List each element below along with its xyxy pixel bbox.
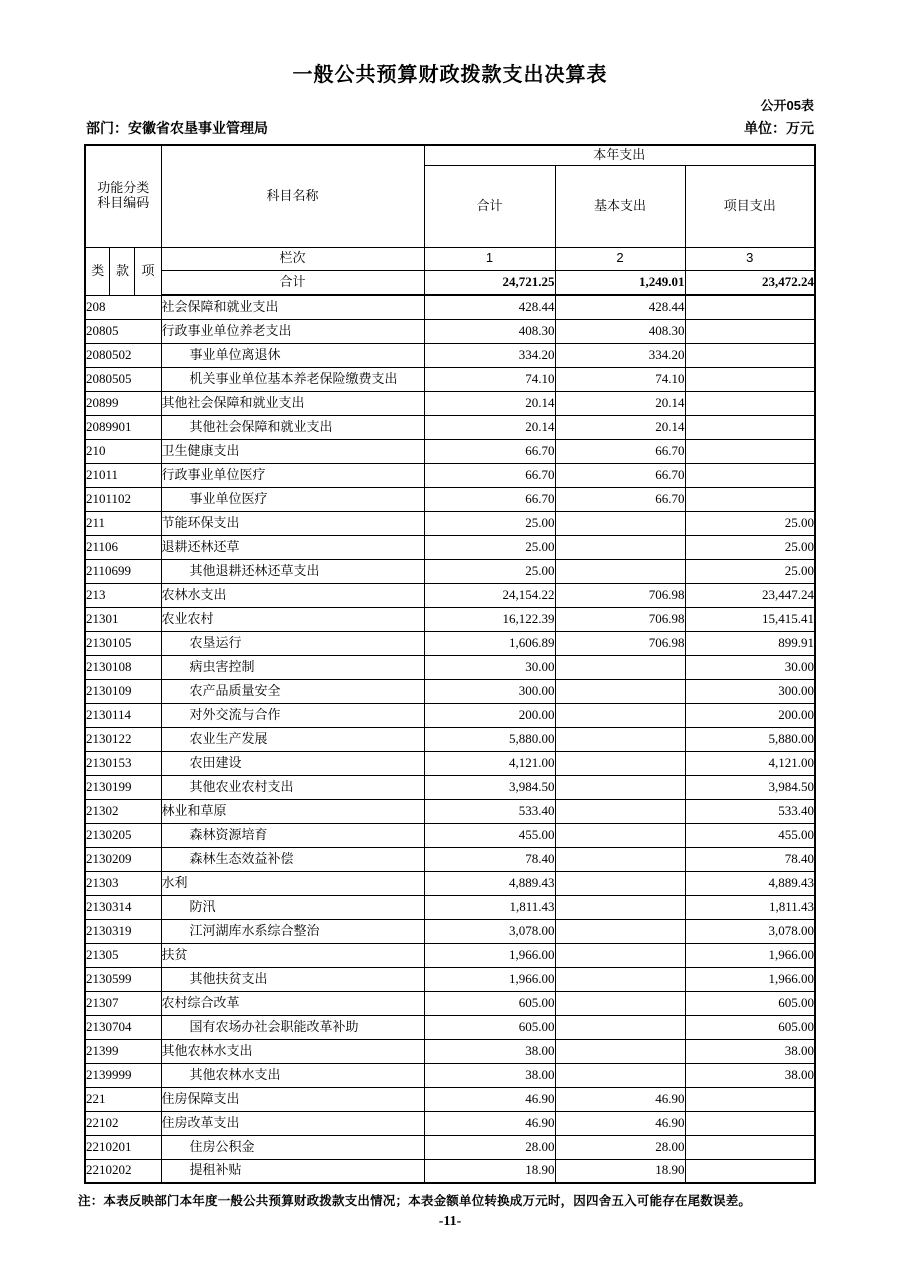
project-value-cell bbox=[685, 439, 815, 463]
subject-cell: 林业和草原 bbox=[161, 799, 424, 823]
grand-total-value-2: 1,249.01 bbox=[555, 270, 685, 295]
project-value-cell: 300.00 bbox=[685, 679, 815, 703]
project-value-cell: 38.00 bbox=[685, 1039, 815, 1063]
code-cell: 20805 bbox=[85, 319, 161, 343]
subject-cell: 农业生产发展 bbox=[161, 727, 424, 751]
total-value-cell: 334.20 bbox=[424, 343, 555, 367]
code-cell: 2080502 bbox=[85, 343, 161, 367]
total-value-cell: 300.00 bbox=[424, 679, 555, 703]
col-project-header: 项目支出 bbox=[685, 165, 815, 247]
subject-cell: 提租补贴 bbox=[161, 1159, 424, 1183]
total-value-cell: 30.00 bbox=[424, 655, 555, 679]
table-row bbox=[85, 775, 815, 799]
col-total-header: 合计 bbox=[424, 165, 555, 247]
subject-cell: 机关事业单位基本养老保险缴费支出 bbox=[161, 367, 424, 391]
code-sub-xiang: 项 bbox=[135, 247, 161, 295]
basic-value-cell bbox=[555, 847, 685, 871]
total-value-cell: 428.44 bbox=[424, 295, 555, 319]
basic-value-cell: 408.30 bbox=[555, 319, 685, 343]
table-row bbox=[85, 511, 815, 535]
table-row bbox=[85, 1135, 815, 1159]
basic-value-cell: 74.10 bbox=[555, 367, 685, 391]
total-value-cell: 24,154.22 bbox=[424, 583, 555, 607]
subject-cell: 卫生健康支出 bbox=[161, 439, 424, 463]
grand-total-value-3: 23,472.24 bbox=[685, 270, 815, 295]
table-row bbox=[85, 943, 815, 967]
total-value-cell: 18.90 bbox=[424, 1159, 555, 1183]
table-row bbox=[85, 487, 815, 511]
basic-value-cell bbox=[555, 1039, 685, 1063]
basic-value-cell bbox=[555, 727, 685, 751]
total-value-cell: 28.00 bbox=[424, 1135, 555, 1159]
subject-cell: 农业农村 bbox=[161, 607, 424, 631]
code-sub-lei: 类 bbox=[85, 247, 110, 295]
project-value-cell: 25.00 bbox=[685, 511, 815, 535]
total-value-cell: 4,121.00 bbox=[424, 751, 555, 775]
subject-cell: 农村综合改革 bbox=[161, 991, 424, 1015]
subject-cell: 对外交流与合作 bbox=[161, 703, 424, 727]
subject-cell: 农林水支出 bbox=[161, 583, 424, 607]
subject-cell: 行政事业单位医疗 bbox=[161, 463, 424, 487]
basic-value-cell: 46.90 bbox=[555, 1111, 685, 1135]
table-row bbox=[85, 583, 815, 607]
code-header-line1: 功能分类 bbox=[97, 180, 150, 196]
table-row bbox=[85, 799, 815, 823]
subject-cell: 农田建设 bbox=[161, 751, 424, 775]
total-value-cell: 66.70 bbox=[424, 439, 555, 463]
table-row bbox=[85, 343, 815, 367]
table-row bbox=[85, 1015, 815, 1039]
code-cell: 2130314 bbox=[85, 895, 161, 919]
total-value-cell: 25.00 bbox=[424, 511, 555, 535]
project-value-cell: 605.00 bbox=[685, 991, 815, 1015]
project-value-cell: 30.00 bbox=[685, 655, 815, 679]
subject-cell: 其他农林水支出 bbox=[161, 1039, 424, 1063]
header-row-3 bbox=[85, 247, 815, 270]
table-row bbox=[85, 367, 815, 391]
project-value-cell: 1,966.00 bbox=[685, 967, 815, 991]
total-value-cell: 25.00 bbox=[424, 559, 555, 583]
code-cell: 21011 bbox=[85, 463, 161, 487]
total-value-cell: 46.90 bbox=[424, 1087, 555, 1111]
project-value-cell: 15,415.41 bbox=[685, 607, 815, 631]
basic-value-cell: 706.98 bbox=[555, 631, 685, 655]
basic-value-cell: 28.00 bbox=[555, 1135, 685, 1159]
table-row bbox=[85, 319, 815, 343]
grand-total-value-1: 24,721.25 bbox=[424, 270, 555, 295]
basic-value-cell bbox=[555, 535, 685, 559]
total-value-cell: 605.00 bbox=[424, 991, 555, 1015]
project-value-cell bbox=[685, 1111, 815, 1135]
project-value-cell: 23,447.24 bbox=[685, 583, 815, 607]
total-value-cell: 78.40 bbox=[424, 847, 555, 871]
code-cell: 21399 bbox=[85, 1039, 161, 1063]
project-value-cell bbox=[685, 463, 815, 487]
code-cell: 2130114 bbox=[85, 703, 161, 727]
subject-cell: 扶贫 bbox=[161, 943, 424, 967]
table-row bbox=[85, 1159, 815, 1183]
subject-cell: 农产品质量安全 bbox=[161, 679, 424, 703]
project-value-cell bbox=[685, 343, 815, 367]
code-cell: 21301 bbox=[85, 607, 161, 631]
total-value-cell: 200.00 bbox=[424, 703, 555, 727]
code-cell: 2210201 bbox=[85, 1135, 161, 1159]
subject-cell: 森林资源培育 bbox=[161, 823, 424, 847]
header-row-grand-total bbox=[85, 270, 815, 295]
project-value-cell bbox=[685, 367, 815, 391]
total-value-cell: 408.30 bbox=[424, 319, 555, 343]
total-value-cell: 605.00 bbox=[424, 1015, 555, 1039]
total-value-cell: 38.00 bbox=[424, 1039, 555, 1063]
subject-cell: 防汛 bbox=[161, 895, 424, 919]
subject-cell: 住房改革支出 bbox=[161, 1111, 424, 1135]
project-value-cell: 1,811.43 bbox=[685, 895, 815, 919]
basic-value-cell bbox=[555, 679, 685, 703]
code-cell: 221 bbox=[85, 1087, 161, 1111]
basic-value-cell: 334.20 bbox=[555, 343, 685, 367]
col-basic-header: 基本支出 bbox=[555, 165, 685, 247]
basic-value-cell bbox=[555, 559, 685, 583]
project-value-cell: 1,966.00 bbox=[685, 943, 815, 967]
subject-cell: 其他社会保障和就业支出 bbox=[161, 415, 424, 439]
table-header bbox=[85, 145, 815, 295]
project-value-cell: 899.91 bbox=[685, 631, 815, 655]
subject-header-cell: 科目名称 bbox=[161, 145, 424, 247]
table-row bbox=[85, 823, 815, 847]
unit-label: 单位：万元 bbox=[744, 120, 814, 136]
table-row bbox=[85, 559, 815, 583]
header-row-1 bbox=[85, 145, 815, 165]
project-value-cell: 605.00 bbox=[685, 1015, 815, 1039]
project-value-cell: 5,880.00 bbox=[685, 727, 815, 751]
table-row bbox=[85, 535, 815, 559]
project-value-cell: 4,889.43 bbox=[685, 871, 815, 895]
project-value-cell: 3,984.50 bbox=[685, 775, 815, 799]
total-value-cell: 455.00 bbox=[424, 823, 555, 847]
project-value-cell: 200.00 bbox=[685, 703, 815, 727]
basic-value-cell bbox=[555, 751, 685, 775]
project-value-cell bbox=[685, 391, 815, 415]
code-cell: 2110699 bbox=[85, 559, 161, 583]
code-cell: 208 bbox=[85, 295, 161, 319]
subject-cell: 社会保障和就业支出 bbox=[161, 295, 424, 319]
basic-value-cell: 46.90 bbox=[555, 1087, 685, 1111]
project-value-cell: 4,121.00 bbox=[685, 751, 815, 775]
table-row bbox=[85, 895, 815, 919]
code-cell: 2101102 bbox=[85, 487, 161, 511]
total-value-cell: 4,889.43 bbox=[424, 871, 555, 895]
total-value-cell: 74.10 bbox=[424, 367, 555, 391]
project-value-cell bbox=[685, 1087, 815, 1111]
basic-value-cell bbox=[555, 799, 685, 823]
subject-cell: 事业单位医疗 bbox=[161, 487, 424, 511]
table-row bbox=[85, 439, 815, 463]
project-value-cell: 25.00 bbox=[685, 535, 815, 559]
project-value-cell: 3,078.00 bbox=[685, 919, 815, 943]
basic-value-cell bbox=[555, 703, 685, 727]
table-row bbox=[85, 607, 815, 631]
code-cell: 2139999 bbox=[85, 1063, 161, 1087]
subject-cell: 江河湖库水系综合整治 bbox=[161, 919, 424, 943]
budget-table bbox=[84, 144, 816, 1184]
code-cell: 2130199 bbox=[85, 775, 161, 799]
code-cell: 2130109 bbox=[85, 679, 161, 703]
table-row bbox=[85, 679, 815, 703]
page-title: 一般公共预算财政拨款支出决算表 bbox=[292, 64, 608, 86]
basic-value-cell: 706.98 bbox=[555, 607, 685, 631]
subject-cell: 其他农业农村支出 bbox=[161, 775, 424, 799]
total-value-cell: 3,984.50 bbox=[424, 775, 555, 799]
table-row bbox=[85, 1087, 815, 1111]
basic-value-cell: 66.70 bbox=[555, 487, 685, 511]
subject-cell: 病虫害控制 bbox=[161, 655, 424, 679]
project-value-cell: 533.40 bbox=[685, 799, 815, 823]
table-row bbox=[85, 751, 815, 775]
table-row bbox=[85, 1063, 815, 1087]
basic-value-cell bbox=[555, 511, 685, 535]
table-row bbox=[85, 1039, 815, 1063]
total-value-cell: 20.14 bbox=[424, 391, 555, 415]
total-value-cell: 38.00 bbox=[424, 1063, 555, 1087]
project-value-cell bbox=[685, 487, 815, 511]
code-cell: 20899 bbox=[85, 391, 161, 415]
code-cell: 2130704 bbox=[85, 1015, 161, 1039]
basic-value-cell: 706.98 bbox=[555, 583, 685, 607]
project-value-cell: 25.00 bbox=[685, 559, 815, 583]
basic-value-cell bbox=[555, 775, 685, 799]
total-value-cell: 25.00 bbox=[424, 535, 555, 559]
project-value-cell bbox=[685, 319, 815, 343]
page-number: -11- bbox=[438, 1214, 462, 1229]
code-cell: 21303 bbox=[85, 871, 161, 895]
basic-value-cell: 428.44 bbox=[555, 295, 685, 319]
subject-cell: 行政事业单位养老支出 bbox=[161, 319, 424, 343]
project-value-cell: 455.00 bbox=[685, 823, 815, 847]
table-row bbox=[85, 727, 815, 751]
code-cell: 21106 bbox=[85, 535, 161, 559]
table-row bbox=[85, 703, 815, 727]
code-cell: 210 bbox=[85, 439, 161, 463]
code-cell: 2130599 bbox=[85, 967, 161, 991]
lanci-label-cell: 栏次 bbox=[161, 247, 424, 270]
total-value-cell: 1,811.43 bbox=[424, 895, 555, 919]
project-value-cell bbox=[685, 1135, 815, 1159]
code-cell: 2130319 bbox=[85, 919, 161, 943]
basic-value-cell: 66.70 bbox=[555, 463, 685, 487]
basic-value-cell bbox=[555, 871, 685, 895]
basic-value-cell: 20.14 bbox=[555, 415, 685, 439]
basic-value-cell bbox=[555, 1015, 685, 1039]
code-header-line2: 科目编码 bbox=[97, 195, 150, 211]
project-value-cell bbox=[685, 1159, 815, 1183]
basic-value-cell bbox=[555, 943, 685, 967]
subject-cell: 其他农林水支出 bbox=[161, 1063, 424, 1087]
basic-value-cell: 66.70 bbox=[555, 439, 685, 463]
table-row bbox=[85, 991, 815, 1015]
code-cell: 2130209 bbox=[85, 847, 161, 871]
subject-cell: 节能环保支出 bbox=[161, 511, 424, 535]
subject-cell: 退耕还林还草 bbox=[161, 535, 424, 559]
code-cell: 2210202 bbox=[85, 1159, 161, 1183]
project-value-cell bbox=[685, 415, 815, 439]
code-sub-kuan: 款 bbox=[110, 247, 135, 295]
lanci-col-1: 1 bbox=[424, 247, 555, 270]
code-cell: 21307 bbox=[85, 991, 161, 1015]
footnote: 注：本表反映部门本年度一般公共预算财政拨款支出情况；本表金额单位转换成万元时，因四舍五入可能存在尾数误差。 bbox=[78, 1194, 752, 1208]
total-value-cell: 3,078.00 bbox=[424, 919, 555, 943]
code-cell: 2130153 bbox=[85, 751, 161, 775]
total-value-cell: 66.70 bbox=[424, 487, 555, 511]
code-cell: 22102 bbox=[85, 1111, 161, 1135]
total-value-cell: 46.90 bbox=[424, 1111, 555, 1135]
table-row bbox=[85, 847, 815, 871]
total-value-cell: 1,966.00 bbox=[424, 943, 555, 967]
basic-value-cell: 20.14 bbox=[555, 391, 685, 415]
form-code: 公开05表 bbox=[760, 98, 814, 113]
total-value-cell: 20.14 bbox=[424, 415, 555, 439]
total-value-cell: 1,966.00 bbox=[424, 967, 555, 991]
total-value-cell: 16,122.39 bbox=[424, 607, 555, 631]
lanci-col-3: 3 bbox=[685, 247, 815, 270]
grand-total-label-cell: 合计 bbox=[161, 270, 424, 295]
basic-value-cell bbox=[555, 655, 685, 679]
table-body bbox=[85, 295, 815, 1183]
subject-cell: 住房保障支出 bbox=[161, 1087, 424, 1111]
code-cell: 2130122 bbox=[85, 727, 161, 751]
subject-cell: 森林生态效益补偿 bbox=[161, 847, 424, 871]
meta-line bbox=[86, 118, 814, 138]
total-value-cell: 533.40 bbox=[424, 799, 555, 823]
table-row bbox=[85, 391, 815, 415]
code-cell: 2130108 bbox=[85, 655, 161, 679]
basic-value-cell bbox=[555, 895, 685, 919]
basic-value-cell bbox=[555, 967, 685, 991]
table-row bbox=[85, 295, 815, 319]
table-row bbox=[85, 1111, 815, 1135]
code-cell: 2080505 bbox=[85, 367, 161, 391]
subject-cell: 事业单位离退休 bbox=[161, 343, 424, 367]
code-cell: 213 bbox=[85, 583, 161, 607]
subject-cell: 其他扶贫支出 bbox=[161, 967, 424, 991]
basic-value-cell bbox=[555, 919, 685, 943]
subject-cell: 国有农场办社会职能改革补助 bbox=[161, 1015, 424, 1039]
lanci-col-2: 2 bbox=[555, 247, 685, 270]
code-cell: 211 bbox=[85, 511, 161, 535]
basic-value-cell bbox=[555, 823, 685, 847]
table-row bbox=[85, 871, 815, 895]
code-header-cell bbox=[85, 145, 161, 247]
project-value-cell: 78.40 bbox=[685, 847, 815, 871]
total-value-cell: 66.70 bbox=[424, 463, 555, 487]
code-cell: 21302 bbox=[85, 799, 161, 823]
table-row bbox=[85, 919, 815, 943]
code-cell: 21305 bbox=[85, 943, 161, 967]
table-row bbox=[85, 967, 815, 991]
project-value-cell bbox=[685, 295, 815, 319]
subject-cell: 水利 bbox=[161, 871, 424, 895]
code-cell: 2130205 bbox=[85, 823, 161, 847]
code-cell: 2130105 bbox=[85, 631, 161, 655]
subject-cell: 农垦运行 bbox=[161, 631, 424, 655]
subject-cell: 其他退耕还林还草支出 bbox=[161, 559, 424, 583]
table-row bbox=[85, 415, 815, 439]
table-row bbox=[85, 463, 815, 487]
total-value-cell: 5,880.00 bbox=[424, 727, 555, 751]
table-row bbox=[85, 655, 815, 679]
subject-cell: 住房公积金 bbox=[161, 1135, 424, 1159]
basic-value-cell bbox=[555, 1063, 685, 1087]
year-expense-header-cell: 本年支出 bbox=[424, 145, 815, 165]
project-value-cell: 38.00 bbox=[685, 1063, 815, 1087]
table-row bbox=[85, 631, 815, 655]
total-value-cell: 1,606.89 bbox=[424, 631, 555, 655]
basic-value-cell: 18.90 bbox=[555, 1159, 685, 1183]
department-label: 部门：安徽省农垦事业管理局 bbox=[86, 120, 268, 136]
basic-value-cell bbox=[555, 991, 685, 1015]
code-cell: 2089901 bbox=[85, 415, 161, 439]
subject-cell: 其他社会保障和就业支出 bbox=[161, 391, 424, 415]
